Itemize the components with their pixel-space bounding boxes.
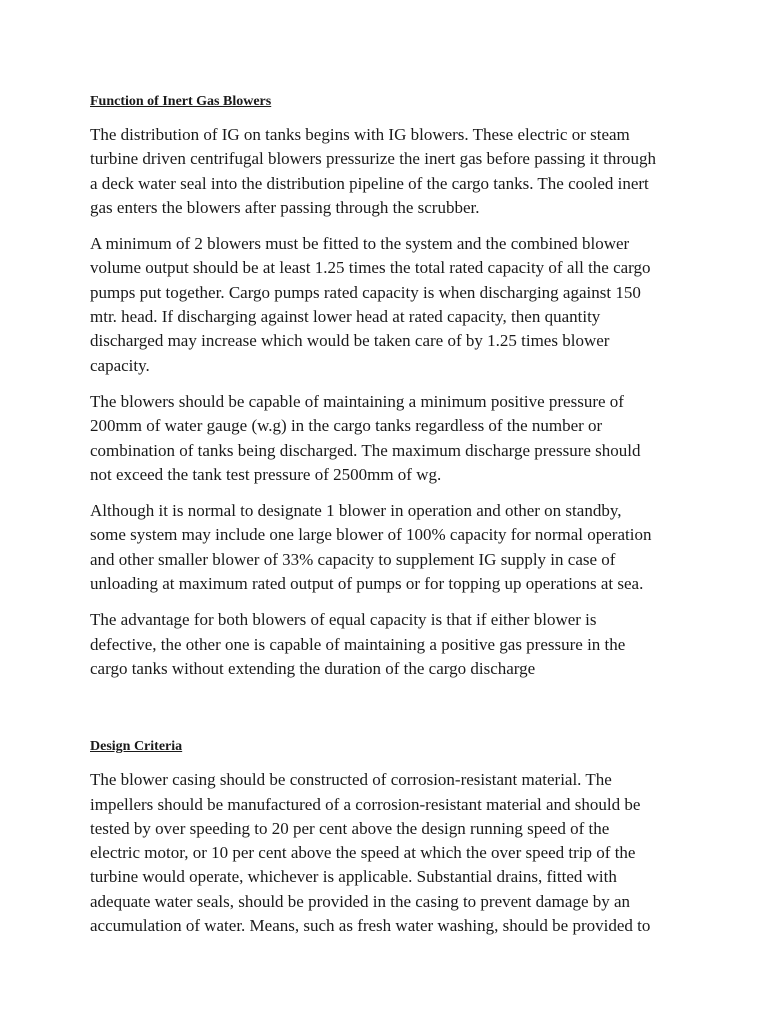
section-spacer — [90, 693, 690, 738]
paragraph: The blower casing should be constructed of corrosion-resistant material. The impellers should be manufactured of a corrosion-resistant material and should be tested by over speeding to 20 per cent above the design running speed of the electric motor, or 10 per cent above the speed at which the over speed trip of the turbine would operate, whichever is applicable. Substantial drains, fitted with adequate water seals, should be provided in the casing to prevent damage by an accumulation of water. Means, such as fresh water washing, should be provided to — [90, 770, 651, 936]
paragraph: The advantage for both blowers of equal capacity is that if either blower is defective, the other one is capable of maintaining a positive gas pressure in the cargo tanks without extending the duration of the cargo discharge — [90, 610, 626, 678]
section-design-criteria — [90, 738, 690, 938]
section-heading: Function of Inert Gas Blowers — [90, 94, 272, 109]
paragraph: Although it is normal to designate 1 blower in operation and other on standby, some system may include one large blower of 100% capacity for normal operation and other smaller blower of 33% capacity to supplement IG supply in case of unloading at maximum rated output of pumps or for topping up operations at sea. — [90, 501, 652, 594]
document-page — [90, 93, 690, 950]
paragraph: The blowers should be capable of maintaining a minimum positive pressure of 200mm of water gauge (w.g) in the cargo tanks regardless of the number or combination of tanks being discharged. The maximum discharge pressure should not exceed the tank test pressure of 2500mm of wg. — [90, 391, 641, 484]
section-function-of-inert-gas-blowers — [90, 93, 690, 681]
paragraph: A minimum of 2 blowers must be fitted to the system and the combined blower volume output should be at least 1.25 times the total rated capacity of all the cargo pumps put together. Cargo pumps rated capacity is when discharging against 150 mtr. head. If discharging against lower head at rated capacity, then quantity discharged may increase which would be taken care of by 1.25 times blower capacity. — [90, 234, 651, 375]
paragraph: The distribution of IG on tanks begins with IG blowers. These electric or steam turbine driven centrifugal blowers pressurize the inert gas before passing it through a deck water seal into the distribution pipeline of the cargo tanks. The cooled inert gas enters the blowers after passing through the scrubber. — [90, 125, 657, 217]
section-heading: Design Criteria — [90, 739, 183, 755]
